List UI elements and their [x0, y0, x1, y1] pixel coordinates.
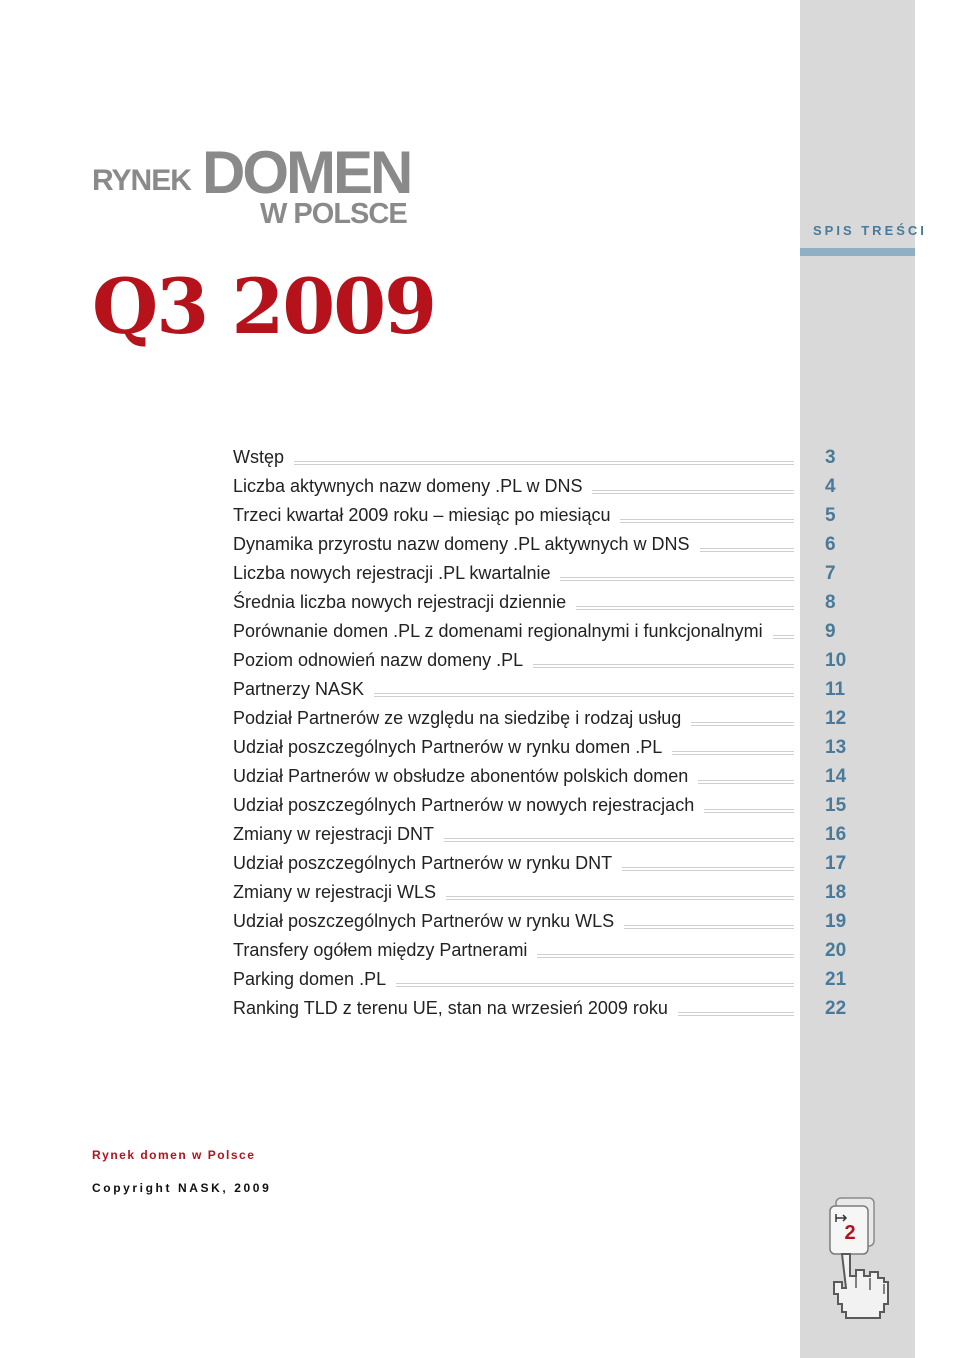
- toc-item-page: 22: [825, 998, 847, 1019]
- toc-item-label: Liczba nowych rejestracji .PL kwartalnie: [233, 563, 551, 583]
- toc-leader: [678, 1012, 794, 1016]
- toc-item-page: 4: [825, 476, 836, 497]
- toc-leader: [698, 780, 794, 784]
- toc-item-page: 11: [825, 679, 846, 700]
- toc-leader: [624, 925, 794, 929]
- toc-item-page: 12: [825, 708, 847, 729]
- toc-item-label: Trzeci kwartał 2009 roku – miesiąc po miesiącu: [233, 505, 611, 525]
- toc-item[interactable]: [233, 643, 853, 672]
- page-number: 2: [844, 1222, 856, 1244]
- toc-item[interactable]: [233, 556, 853, 585]
- toc-item[interactable]: [233, 469, 853, 498]
- toc-item-page: 5: [825, 505, 836, 526]
- toc-item-label: Dynamika przyrostu nazw domeny .PL aktywnych w DNS: [233, 534, 690, 554]
- toc-leader: [446, 896, 794, 900]
- toc-item-label: Wstęp: [233, 447, 285, 467]
- brand-rynek: RYNEK: [92, 164, 191, 197]
- toc-item[interactable]: [233, 730, 853, 759]
- toc-leader: [537, 954, 794, 958]
- toc-leader: [592, 490, 794, 494]
- side-band-stripe: [800, 248, 915, 256]
- toc-item-label: Udział poszczególnych Partnerów w nowych rejestracjach: [233, 795, 695, 815]
- toc-item-label: Podział Partnerów ze względu na siedzibę i rodzaj usług: [233, 708, 682, 728]
- toc-leader: [560, 577, 794, 581]
- toc-item-label: Udział poszczególnych Partnerów w rynku WLS: [233, 911, 615, 931]
- toc-item[interactable]: [233, 846, 853, 875]
- toc-item-label: Porównanie domen .PL z domenami regionalnymi i funkcjonalnymi: [233, 621, 763, 641]
- toc-leader: [294, 461, 794, 465]
- toc-item[interactable]: [233, 875, 853, 904]
- toc-item-label: Udział poszczególnych Partnerów w rynku DNT: [233, 853, 613, 873]
- toc-item[interactable]: [233, 933, 853, 962]
- hand-pointer-key-graphic: [822, 1192, 902, 1322]
- toc-item-page: 8: [825, 592, 836, 613]
- toc-item[interactable]: [233, 440, 853, 469]
- toc-item-label: Zmiany w rejestracji DNT: [233, 824, 435, 844]
- toc-leader: [704, 809, 794, 813]
- toc-heading: SPIS TREŚCI: [813, 223, 927, 238]
- toc-item-page: 7: [825, 563, 836, 584]
- report-quarter: Q3 2009: [92, 262, 436, 351]
- brand-logo: [92, 138, 432, 238]
- footer-title: Rynek domen w Polsce: [92, 1148, 256, 1162]
- toc-item-page: 20: [825, 940, 847, 961]
- toc-item-page: 6: [825, 534, 836, 555]
- toc-item-page: 16: [825, 824, 847, 845]
- toc-item-label: Partnerzy NASK: [233, 679, 365, 699]
- toc-item-page: 17: [825, 853, 847, 874]
- toc-item-label: Poziom odnowień nazw domeny .PL: [233, 650, 524, 670]
- toc-item[interactable]: [233, 962, 853, 991]
- toc-leader: [672, 751, 794, 755]
- toc-leader: [773, 635, 794, 639]
- toc-leader: [374, 693, 794, 697]
- toc-item-page: 21: [825, 969, 847, 990]
- toc-leader: [444, 838, 794, 842]
- brand-w-polsce: W POLSCE: [260, 198, 407, 230]
- toc-item-label: Ranking TLD z terenu UE, stan na wrzesień 2009 roku: [233, 998, 668, 1018]
- toc-item-label: Transfery ogółem między Partnerami: [233, 940, 528, 960]
- toc-item-label: Udział Partnerów w obsłudze abonentów polskich domen: [233, 766, 689, 786]
- toc-item-label: Zmiany w rejestracji WLS: [233, 882, 437, 902]
- toc-item-page: 14: [825, 766, 847, 787]
- toc-item[interactable]: [233, 672, 853, 701]
- toc-item-label: Parking domen .PL: [233, 969, 387, 989]
- toc-item[interactable]: [233, 788, 853, 817]
- toc-item[interactable]: [233, 904, 853, 933]
- footer-copyright: Copyright NASK, 2009: [92, 1181, 272, 1195]
- toc-leader: [396, 983, 794, 987]
- toc-item-label: Liczba aktywnych nazw domeny .PL w DNS: [233, 476, 583, 496]
- toc-leader: [576, 606, 794, 610]
- toc-leader: [700, 548, 795, 552]
- toc-item-label: Średnia liczba nowych rejestracji dziennie: [233, 592, 567, 612]
- toc-item-page: 15: [825, 795, 847, 816]
- toc-item-page: 18: [825, 882, 847, 903]
- toc-item[interactable]: [233, 498, 853, 527]
- toc-item-label: Udział poszczególnych Partnerów w rynku domen .PL: [233, 737, 663, 757]
- hand-pointer-key-icon: [822, 1192, 902, 1322]
- toc-item-page: 9: [825, 621, 836, 642]
- toc-item[interactable]: [233, 527, 853, 556]
- toc-leader: [691, 722, 794, 726]
- toc-leader: [622, 867, 794, 871]
- toc-item[interactable]: [233, 585, 853, 614]
- toc-item-page: 3: [825, 447, 836, 468]
- toc-item-page: 10: [825, 650, 847, 671]
- toc-leader: [533, 664, 794, 668]
- toc-leader: [620, 519, 794, 523]
- brand-domen: DOMEN: [202, 139, 411, 206]
- toc-item[interactable]: [233, 817, 853, 846]
- toc-item[interactable]: [233, 614, 853, 643]
- toc-item[interactable]: [233, 701, 853, 730]
- toc-item-page: 19: [825, 911, 847, 932]
- toc-item[interactable]: [233, 991, 853, 1020]
- toc-item[interactable]: [233, 759, 853, 788]
- toc-item-page: 13: [825, 737, 847, 758]
